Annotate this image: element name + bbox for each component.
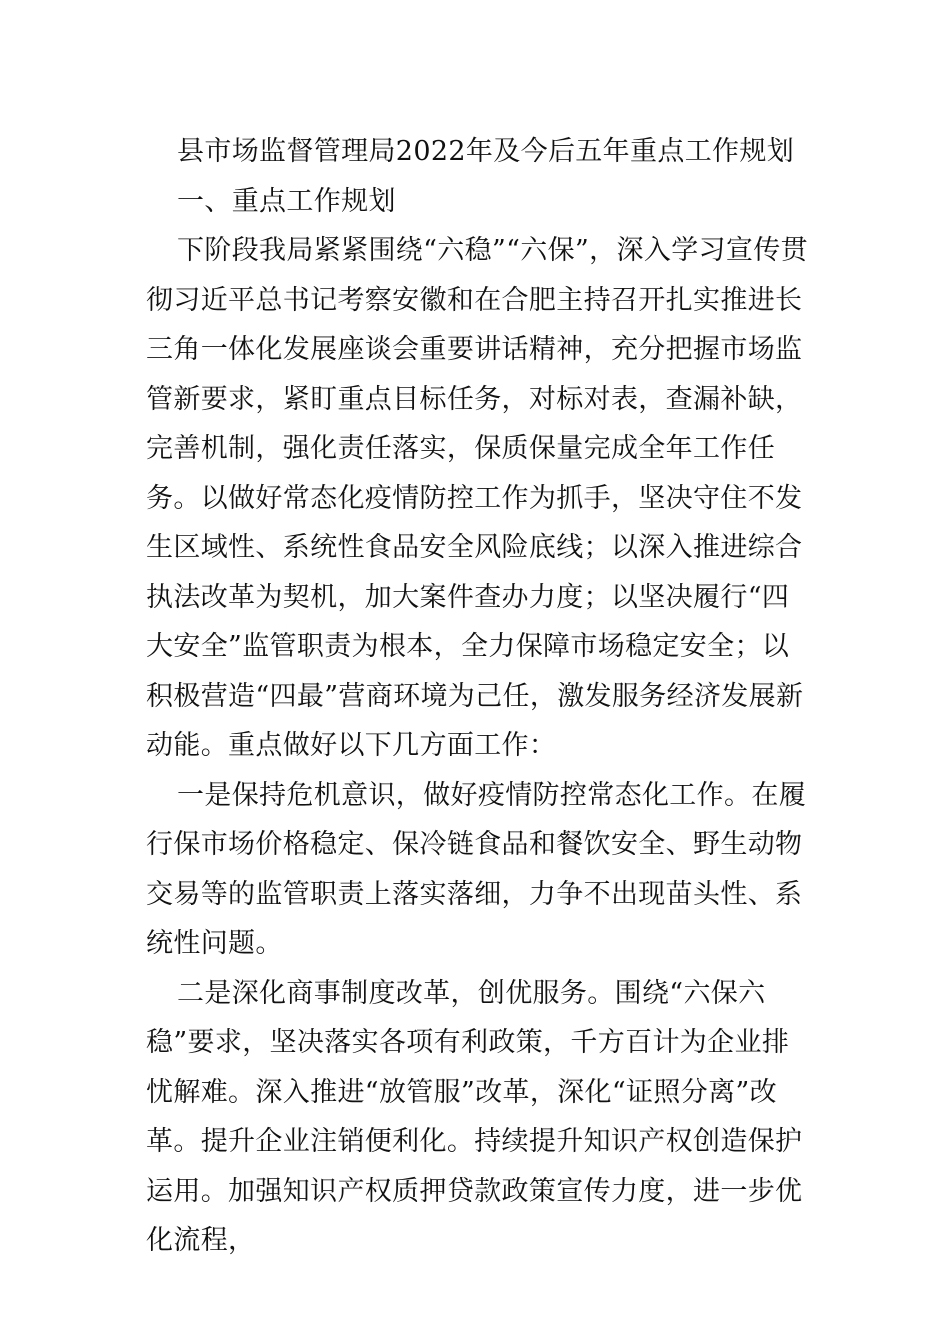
document-title: 县市场监督管理局2022年及今后五年重点工作规划	[177, 136, 795, 167]
paragraph-epidemic-control: 一是保持危机意识，做好疫情防控常态化工作。在履行保市场价格稳定、保冷链食品和餐饮安全、野生动物交易等的监管职责上落实落细，力争不出现苗头性、系统性问题。	[146, 779, 807, 959]
paragraph-overview: 下阶段我局紧紧围绕“六稳”“六保”，深入学习宣传贯彻习近平总书记考察安徽和在合肥主持召开扎实推进长三角一体化发展座谈会重要讲话精神，充分把握市场监管新要求，紧盯重点目标任务，对标对表，查漏补缺，完善机制，强化责任落实，保质保量完成全年工作任务。以做好常态化疫情防控工作为抓手，坚决守住不发生区域性、系统性食品安全风险底线；以深入推进综合执法改革为契机，加大案件查办力度；以坚决履行“四大安全”监管职责为根本，全力保障市场稳定安全；以积极营造“四最”营商环境为己任，激发服务经济发展新动能。重点做好以下几方面工作：	[146, 235, 808, 761]
document-body	[146, 127, 814, 1266]
paragraph-commercial-reform: 二是深化商事制度改革，创优服务。围绕“六保六稳”要求，坚决落实各项有利政策，千方百计为企业排忧解难。深入推进“放管服”改革，深化“证照分离”改革。提升企业注销便利化。持续提升知识产权创造保护运用。加强知识产权质押贷款政策宣传力度，进一步优化流程，	[146, 977, 803, 1256]
section-heading: 一、重点工作规划	[177, 185, 396, 217]
